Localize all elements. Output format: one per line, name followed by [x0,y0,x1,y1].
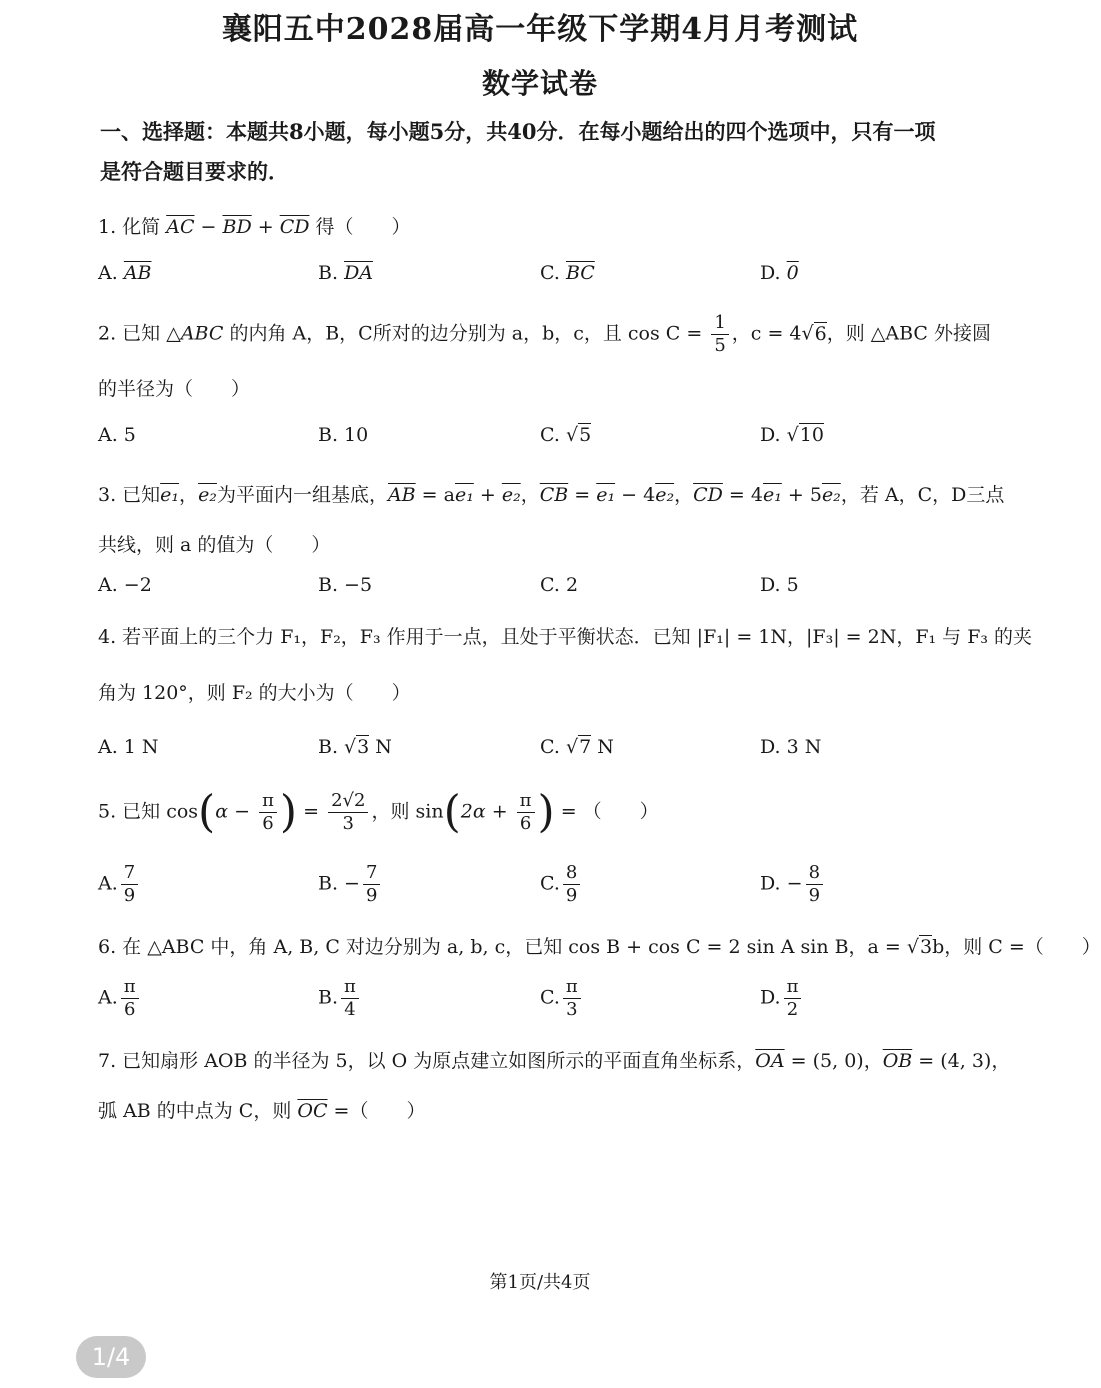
q5-rparen: ) [279,786,298,838]
q6-option-a-label: A. [98,986,118,1009]
q5-option-c-num: 8 [563,862,580,885]
q4-option-b: B. √3 N [318,736,392,758]
vector-ob: $\overline{OB}$ [882,1050,913,1072]
q5-den: 3 [342,813,354,834]
q6-option-c-den: 3 [566,999,578,1020]
q5-option-b-label: B. − [318,872,360,895]
q5-num: 2√2 [328,790,368,813]
q6-option-d-num: π [784,976,802,999]
question-5 [98,786,998,838]
q6-option-c-num: π [563,976,581,999]
q1-option-b [318,262,373,284]
q6-text-a: 6. 在 △ABC 中，角 A, B, C 对边分别为 a, b, c，已知 cos B + cos C = 2 sin A sin B，a = [98,936,907,958]
q5-option-d-label: D. − [760,872,803,895]
section-heading-line1: 一、选择题：本题共8小题，每小题5分，共40分．在每小题给出的四个选项中，只有一项 [100,119,936,144]
q7-text-c: =（ ） [327,1100,426,1122]
q7-text-a: 7. 已知扇形 AOB 的半径为 5，以 O 为原点建立如图所示的平面直角坐标系， [98,1050,756,1072]
q5-option-b-frac [363,862,380,907]
q5-option-d-num: 8 [806,862,823,885]
q3-e1c: e₁ [596,484,616,506]
q5-option-b [318,862,383,907]
q7-text-b: 弧 AB 的中点为 C，则 [98,1100,298,1122]
q5-end: = （ ） [554,800,659,823]
q5-pi-frac2 [517,790,535,835]
q3-eq2: = [568,484,597,506]
q1-option-d-label: D. [760,262,781,284]
vector-oc: $\overline{OC}$ [297,1100,328,1122]
q2-option-c: C. √5 [540,424,592,446]
q5-eq: = [297,800,326,823]
q6-option-b [318,976,362,1021]
q1-option-a-value: $\overline{AB}$ [123,262,152,284]
q3-text-a: 3. 已知 [98,484,161,506]
q4-option-c-sqrt: 7 [579,736,592,758]
q5-six: 6 [262,813,274,834]
q6-text-b: b，则 C =（ ） [932,936,1101,958]
q2-text-a: 2. 已知 △ [98,322,181,345]
q3-c2: ， [674,484,694,506]
q5-option-d [760,862,826,907]
q2-text-d: ，则 △ABC 外接圆 [826,322,991,345]
q3-e2c: e₂ [655,484,675,506]
q6-option-a-den: 6 [123,999,136,1020]
q1-option-c-value: $\overline{BC}$ [565,262,595,284]
q3-plus1: + [473,484,502,506]
question-2-line2: 的半径为（ ） [98,378,251,400]
section-heading-line2: 是符合题目要求的． [100,159,289,184]
q5-option-a [98,862,141,907]
q3-eq3: = 4 [722,484,763,506]
question-4: 4. 若平面上的三个力 F₁，F₂，F₃ 作用于一点，且处于平衡状态．已知 |F₁| = 1N，|F₃| = 2N，F₁ 与 F₃ 的夹 [98,626,1033,648]
q3-e1b: e₁ [454,484,474,506]
q5-option-c [540,862,583,907]
q5-value-frac [328,790,368,835]
q3-minus2: − 4 [615,484,656,506]
q3-text-b: 为平面内一组基底， [216,484,388,506]
q4-option-c: C. √7 N [540,736,614,758]
q5-option-c-den: 9 [565,885,578,906]
q1-minus: − [194,216,223,238]
vector-cb: $\overline{CB}$ [539,484,569,506]
q2-option-d: D. √10 [760,424,824,446]
q2-option-c-label: C. [540,424,566,446]
q6-option-b-label: B. [318,986,339,1009]
q4-option-c-label: C. [540,736,566,758]
q5-option-b-num: 7 [363,862,380,885]
q5-prefix: 5. 已知 cos [98,800,199,823]
q1-option-b-label: B. [318,262,339,284]
q3-e1d: e₁ [762,484,782,506]
q7-eq1: = (5, 0)， [784,1050,883,1072]
q2-option-b: B. 10 [318,424,369,446]
q2-frac-num: 1 [711,312,728,335]
q6-option-b-den: 4 [344,999,356,1020]
q1-option-a-label: A. [98,262,118,284]
q3-option-c: C. 2 [540,574,579,596]
question-7-line2 [98,1096,998,1123]
q3-text-c: ，若 A，C，D三点 [840,484,1005,506]
q3-option-b: B. −5 [318,574,373,596]
q2-sqrt: 6 [814,322,827,345]
exam-title: 襄阳五中2028届高一年级下学期4月月考测试 [221,12,859,47]
q6-option-d-frac [784,976,802,1021]
page-footer: 第1页/共4页 [489,1272,591,1293]
q1-option-d [760,262,799,284]
question-2: 2. 已知 △ABC 的内角 A，B，C所对的边分别为 a，b，c，且 cos C = $\frac{1}{5}$ ，c = 4√6，则 △ABC 外接圆 [98,312,991,356]
q3-e2b: e₂ [501,484,521,506]
q6-option-b-num: π [341,976,359,999]
q3-sep: ， [179,484,199,506]
q2-fraction [711,312,728,357]
q5-mid: ，则 sin [371,800,444,823]
q2-frac-den: 5 [714,335,726,356]
q2-text-b: 的内角 A，B，C所对的边分别为 a，b，c，且 cos C = [223,322,709,345]
q5-pi: π [259,790,277,813]
q2-triangle: ABC [180,322,224,345]
q3-c1: ， [520,484,540,506]
q5-pi-frac [259,790,277,835]
question-1 [98,212,998,239]
q6-sqrt: 3 [920,936,933,958]
q6-option-a [98,976,142,1021]
vector-cd: $\overline{CD}$ [279,216,310,238]
vector-cd-q3: $\overline{CD}$ [693,484,723,506]
q6-option-d-label: D. [760,986,781,1009]
q1-option-a [98,262,152,284]
q3-option-a: A. −2 [98,574,152,596]
q6-option-d [760,976,804,1021]
q3-e2d: e₂ [821,484,841,506]
vector-oa: $\overline{OA}$ [755,1050,785,1072]
q5-option-b-den: 9 [365,885,378,906]
q6-option-a-num: π [121,976,139,999]
q4-option-a: A. 1 N [98,736,159,758]
q5-lparen2: ( [443,786,461,838]
question-4-line2: 角为 120°，则 F₂ 的大小为（ ） [98,682,411,704]
section-heading [100,112,990,192]
q3-eq1: = a [415,484,455,506]
q4-option-b-sqrt: 3 [357,736,370,758]
q6-option-b-frac [341,976,359,1021]
q2-option-d-sqrt: 10 [799,424,824,446]
q3-e1: e₁ [160,484,180,506]
q5-two-alpha: 2α + [460,800,514,823]
question-7 [98,1046,1011,1073]
question-3-line2: 共线，则 a 的值为（ ） [98,534,331,556]
q7-eq2: = (4, 3)， [912,1050,1011,1072]
q1-option-c-label: C. [540,262,560,284]
question-3 [98,480,1005,507]
q3-e2: e₂ [198,484,217,506]
vector-bd: $\overline{BD}$ [222,216,252,238]
q5-lparen: ( [198,786,216,838]
q4-option-c-unit: N [591,736,614,758]
q6-option-a-frac [121,976,139,1021]
q6-option-c-frac [563,976,581,1021]
q5-option-c-label: C. [540,872,560,895]
q2-option-c-sqrt: 5 [579,424,592,446]
q4-option-b-label: B. [318,736,345,758]
q1-plus: + [251,216,280,238]
q4-option-b-unit: N [369,736,392,758]
q5-rparen2: ) [537,786,555,838]
q1-option-d-value: 0 [786,262,799,284]
q5-pi2: π [517,790,535,813]
vector-ac: $\overline{AC}$ [166,216,195,238]
q5-option-a-frac [121,862,138,907]
q6-option-c-label: C. [540,986,560,1009]
q5-six2: 6 [519,813,532,834]
q5-option-a-label: A. [98,872,118,895]
page-indicator[interactable]: 1/4 [76,1336,146,1378]
q1-option-b-value: $\overline{DA}$ [344,262,374,284]
q5-option-a-num: 7 [121,862,138,885]
q6-option-d-den: 2 [786,999,799,1020]
q3-plus3: + 5 [781,484,822,506]
question-6: 6. 在 △ABC 中，角 A, B, C 对边分别为 a, b, c，已知 cos B + cos C = 2 sin A sin B，a = √3b，则 C =（ ） [98,936,1101,958]
q6-option-c [540,976,584,1021]
q3-option-d: D. 5 [760,574,799,596]
q1-option-c [540,262,595,284]
q4-option-d: D. 3 N [760,736,822,758]
q5-option-d-frac [806,862,823,907]
q2-option-a: A. 5 [98,424,136,446]
q5-option-c-frac [563,862,580,907]
q5-option-a-den: 9 [123,885,136,906]
q5-option-d-den: 9 [808,885,821,906]
q5-alpha: α − [215,800,257,823]
q1-prefix: 1. 化简 [98,216,161,238]
vector-ab: $\overline{AB}$ [387,484,416,506]
exam-subtitle: 数学试卷 [481,67,598,100]
q1-suffix: 得（ ） [309,216,411,238]
q2-option-d-label: D. [760,424,787,446]
q2-text-c: ，c = 4 [731,322,802,345]
